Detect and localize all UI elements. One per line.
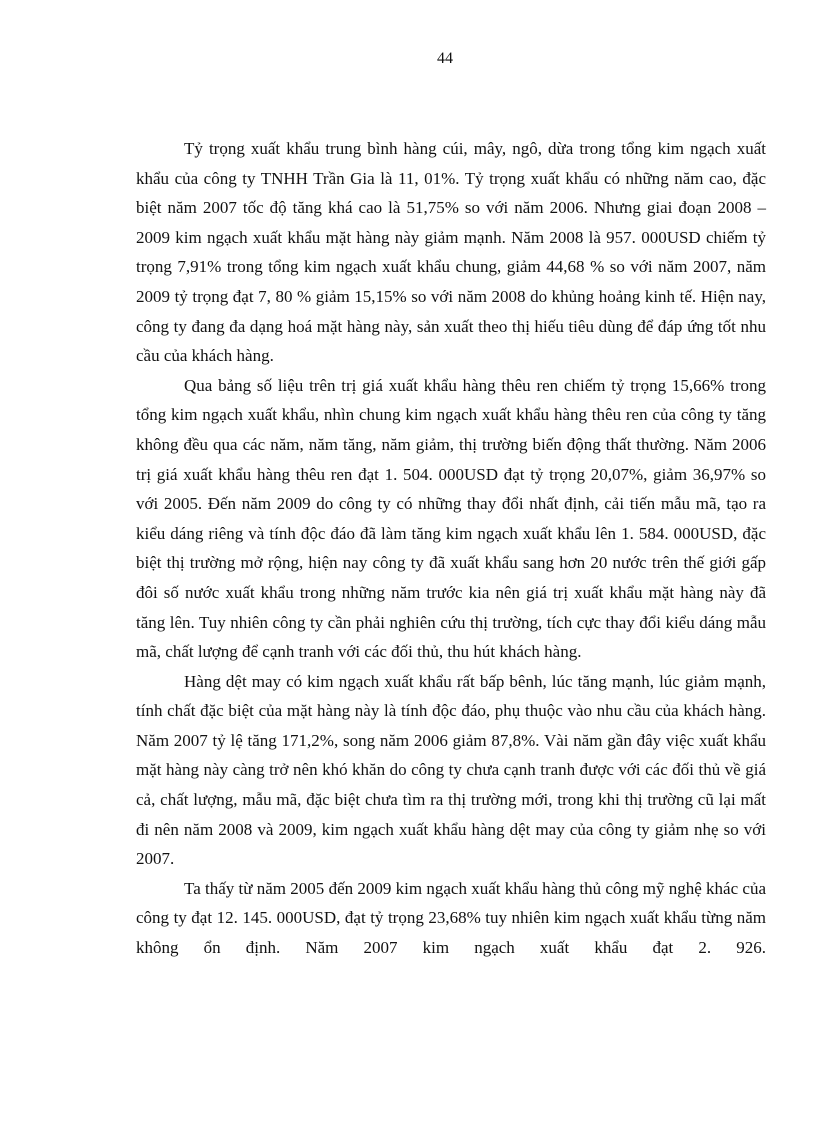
paragraph-theu-ren: Qua bảng số liệu trên trị giá xuất khẩu hàng thêu ren chiếm tỷ trọng 15,66% trong tổng kim ngạch xuất khẩu, nhìn chung kim ngạch xuất khẩu hàng thêu ren của công ty tăng không đều qua các năm, năm tăng, năm giảm, thị trường biến động thất thường. Năm 2006 trị giá xuất khẩu hàng thêu ren đạt 1. 504. 000USD đạt tỷ trọng 20,07%, giảm 36,97% so với 2005. Đến năm 2009 do công ty có những thay đổi nhất định, cải tiến mẫu mã, tạo ra kiểu dáng riêng và tính độc đáo đã làm tăng kim ngạch xuất khẩu lên 1. 584. 000USD, đặc biệt thị trường mở rộng, hiện nay công ty đã xuất khẩu sang hơn 20 nước trên thế giới gấp đôi số nước xuất khẩu trong những năm trước kia nên giá trị xuất khẩu mặt hàng này đã tăng lên. Tuy nhiên công ty cần phải nghiên cứu thị trường, tích cực thay đổi kiểu dáng mẫu mã, chất lượng để cạnh tranh với các đối thủ, thu hút khách hàng. (136, 375, 766, 662)
page-number: 44 (437, 50, 453, 67)
paragraph-det-may: Hàng dệt may có kim ngạch xuất khẩu rất bấp bênh, lúc tăng mạnh, lúc giảm mạnh, tính chất đặc biệt của mặt hàng này là tính độc đáo, phụ thuộc vào nhu cầu của khách hàng. Năm 2007 tỷ lệ tăng 171,2%, song năm 2006 giảm 87,8%. Vài năm gần đây việc xuất khẩu mặt hàng này càng trở nên khó khăn do công ty chưa cạnh tranh được với các đối thủ về giá cả, chất lượng, mẫu mã, đặc biệt chưa tìm ra thị trường mới, trong khi thị trường cũ lại mất đi nên năm 2008 và 2009, kim ngạch xuất khẩu hàng dệt may của công ty giảm nhẹ so với 2007. (136, 671, 766, 869)
document-body (136, 134, 766, 963)
paragraph-cui-may-ngo-dua: Tỷ trọng xuất khẩu trung bình hàng cúi, mây, ngô, dừa trong tổng kim ngạch xuất khẩu của công ty TNHH Trần Gia là 11, 01%. Tỷ trọng xuất khẩu có những năm cao, đặc biệt năm 2007 tốc độ tăng khá cao là 51,75% so với năm 2006. Nhưng giai đoạn 2008 – 2009 kim ngạch xuất khẩu mặt hàng này giảm mạnh. Năm 2008 là 957. 000USD chiếm tỷ trọng 7,91% trong tổng kim ngạch xuất khẩu chung, giảm 44,68 % so với năm 2007, năm 2009 tỷ trọng đạt 7, 80 % giảm 15,15% so với năm 2008 do khủng hoảng kinh tế. Hiện nay, công ty đang đa dạng hoá mặt hàng này, sản xuất theo thị hiếu tiêu dùng để đáp ứng tốt nhu cầu của khách hàng. (136, 139, 766, 366)
paragraph-thu-cong-my-nghe: Ta thấy từ năm 2005 đến 2009 kim ngạch xuất khẩu hàng thủ công mỹ nghệ khác của công ty đạt 12. 145. 000USD, đạt tỷ trọng 23,68% tuy nhiên kim ngạch xuất khẩu từng năm không ổn định. Năm 2007 kim ngạch xuất khẩu đạt 2. 926. (136, 878, 766, 958)
